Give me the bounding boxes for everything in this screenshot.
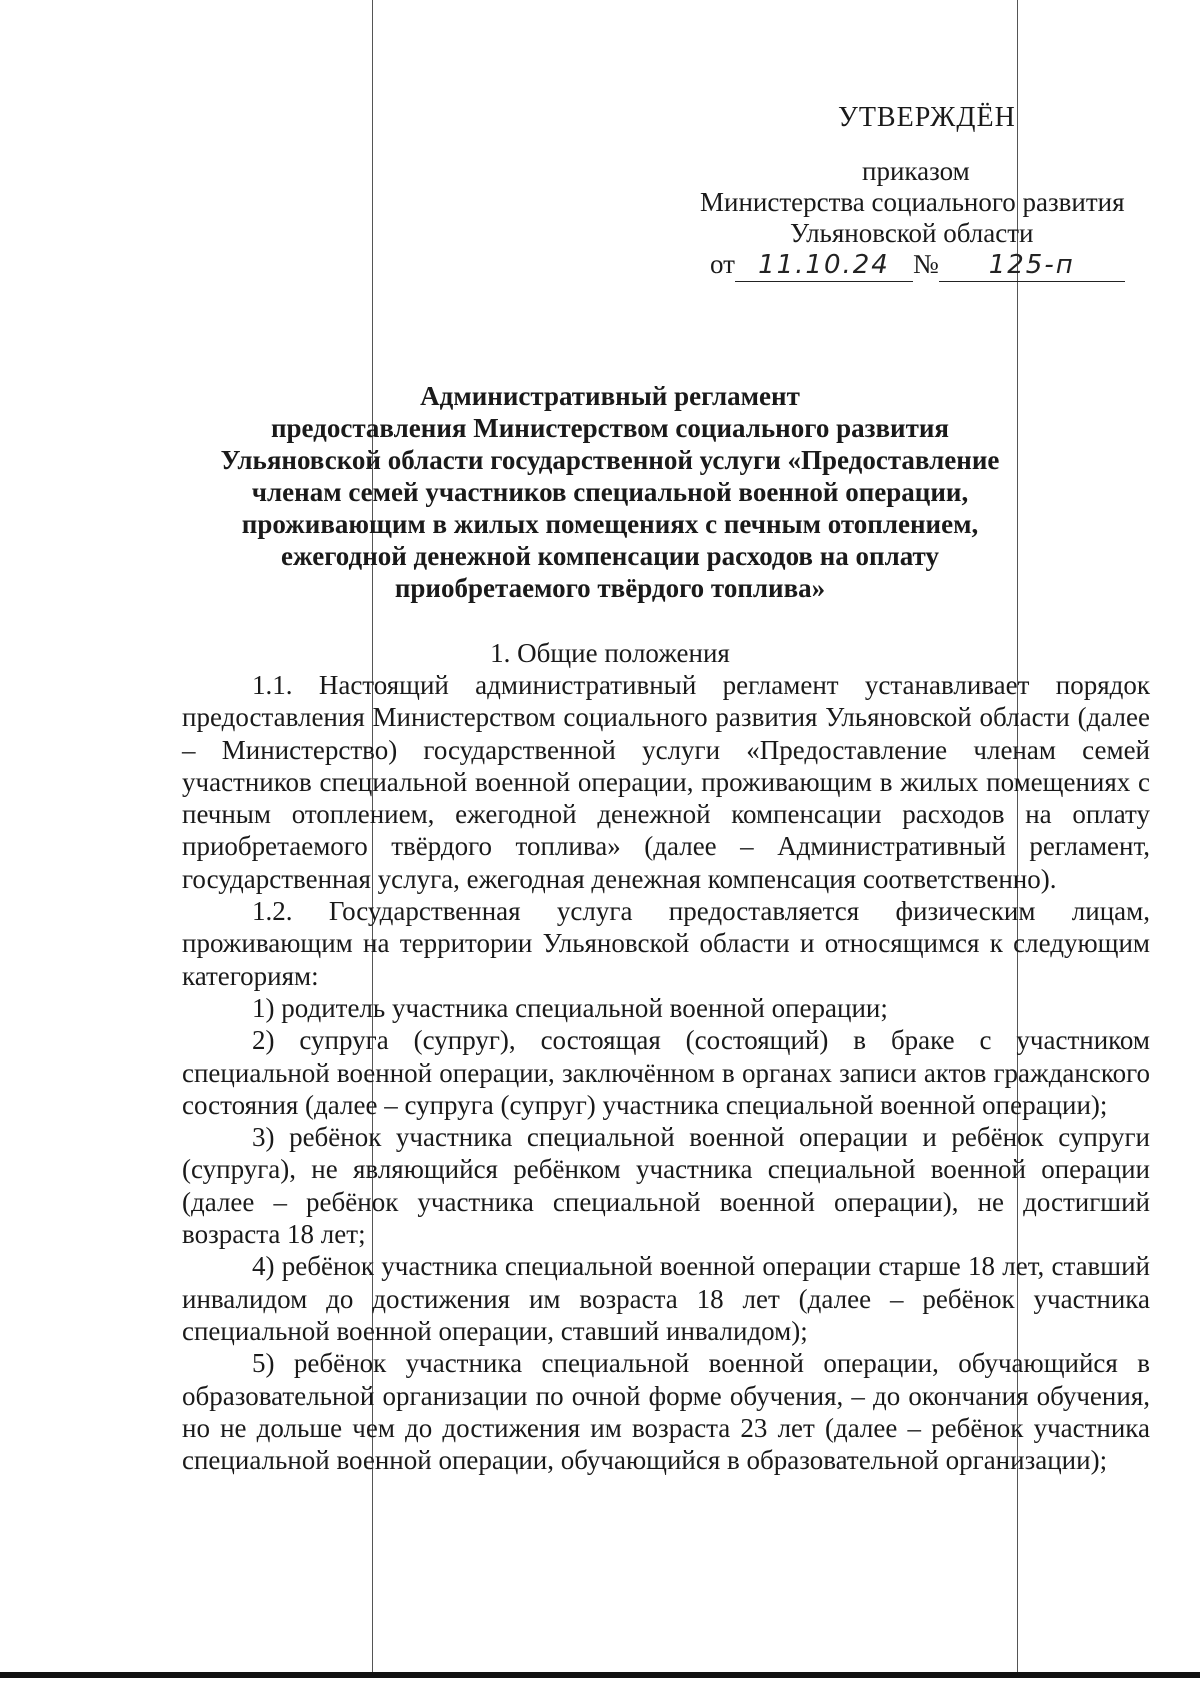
section-heading: 1. Общие положения [490, 638, 730, 668]
paragraph: 3) ребёнок участника специальной военной операции и ребёнок супруги (супруга), не являющийся ребёнком участника специальной военной операции (далее – ребёнок участника специальной военной операции), не достигший возраста 18 лет; [182, 1122, 1150, 1250]
number-prefix: № [912, 249, 939, 279]
paragraph: 2) супруга (супруг), состоящая (состоящий) в браке с участником специальной военной операции, заключённом в органах записи актов гражданского состояния (далее – супруга (супруг) участника специальной военной операции); [182, 1025, 1150, 1120]
paragraph: 4) ребёнок участника специальной военной операции старше 18 лет, ставший инвалидом до достижения им возраста 18 лет (далее – ребёнок участника специальной военной операции, ставший инвалидом); [182, 1251, 1150, 1346]
paragraph: 1) родитель участника специальной военной операции; [252, 992, 888, 1023]
title-line: проживающим в жилых помещениях с печным отоплением, [241, 509, 979, 539]
scan-bottom-edge [0, 1672, 1200, 1678]
approval-line: Ульяновской области [790, 218, 1034, 248]
paragraph: 1.1. Настоящий административный регламент устанавливает порядок предоставления Министерством социального развития Ульяновской области (далее – Министерство) государственной услуги «Предоставление членам семей участников специальной военной операции, проживающим в жилых помещениях с печным отоплением, ежегодной денежной компенсации расходов на оплату приобретаемого твёрдого топлива» (далее – Административный регламент, государственная услуга, ежегодная денежная компенсация соответственно). [182, 670, 1150, 894]
document-title [180, 380, 1040, 604]
paragraph: 5) ребёнок участника специальной военной операции, обучающийся в образовательной организации по очной форме обучения, – до окончания обучения, но не дольше чем до достижения им возраста 23 лет (далее – ребёнок участника специальной военной операции, обучающийся в образовательной организации); [182, 1348, 1150, 1476]
title-line: Административный регламент [420, 381, 800, 411]
approved-label: УТВЕРЖДЁН [838, 102, 1016, 133]
title-line: Ульяновской области государственной услуги «Предоставление [220, 445, 1000, 475]
title-line: ежегодной денежной компенсации расходов на оплату [281, 541, 939, 571]
document-body [182, 669, 1150, 1476]
title-line: предоставления Министерством социального развития [270, 413, 950, 443]
handwritten-date: 11.10.24 [735, 250, 913, 282]
title-line: приобретаемого твёрдого топлива» [394, 573, 826, 603]
order-date-number [710, 249, 1125, 282]
date-prefix: от [710, 249, 735, 279]
approval-line: приказом [862, 156, 970, 186]
handwritten-number: 125-п [939, 250, 1125, 282]
approval-line: Министерства социального развития [700, 187, 1125, 217]
title-line: членам семей участников специальной военной операции, [251, 477, 969, 507]
paragraph: 1.2. Государственная услуга предоставляется физическим лицам, проживающим на территории Ульяновской области и относящимся к следующим категориям: [182, 896, 1150, 991]
